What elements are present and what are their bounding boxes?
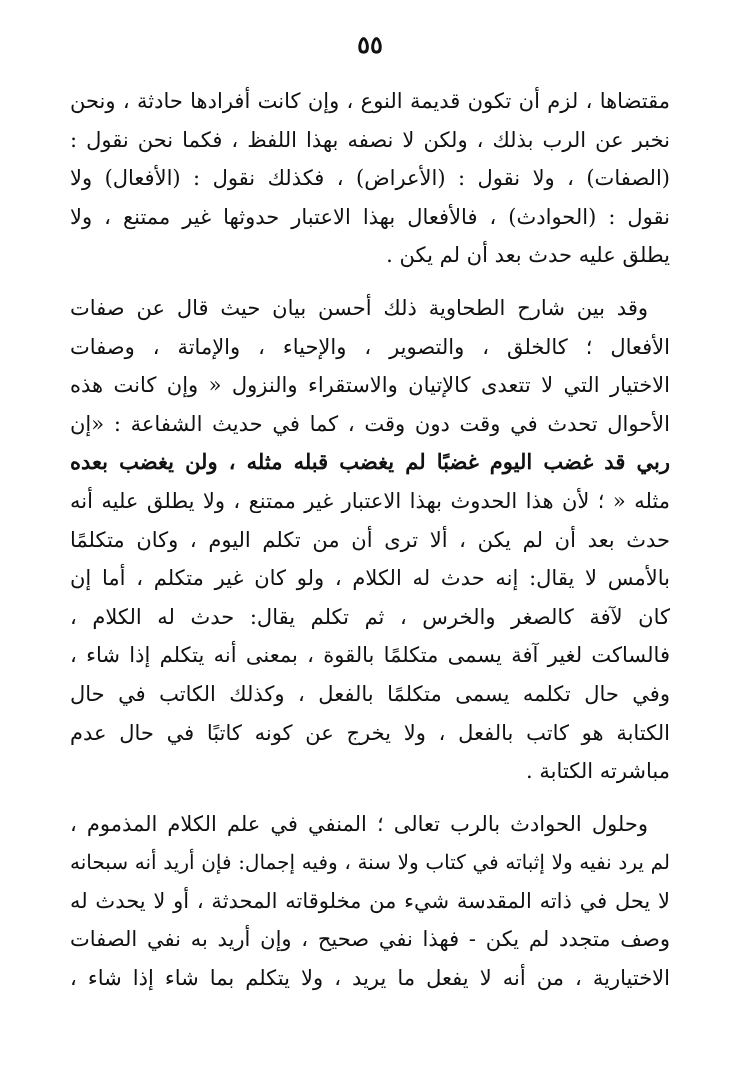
text-line: الأحوال تحدث في وقت دون وقت ، كما في حديث الشفاعة : «إن bbox=[70, 411, 670, 436]
text-line: مقتضاها ، لزم أن تكون قديمة النوع ، وإن كانت أفرادها حادثة ، ونحن bbox=[70, 89, 670, 113]
text-line: وقد بين شارح الطحاوية ذلك أحسن بيان حيث قال عن صفات bbox=[70, 295, 648, 320]
paragraph-1 bbox=[70, 82, 670, 275]
text-line: حدث بعد أن لم يكن ، ألا ترى أن من تكلم اليوم ، وكان متكلمًا bbox=[70, 527, 670, 552]
text-line: مباشرته الكتابة . bbox=[526, 759, 670, 784]
text-line: الاختيار التي لا تتعدى كالإتيان والاستقراء والنزول « وإن كانت هذه bbox=[70, 373, 670, 398]
text-line: الأفعال ؛ كالخلق ، والتصوير ، والإحياء ، والإماتة ، وصفات bbox=[70, 334, 670, 359]
text-line: مثله « ؛ لأن هذا الحدوث بهذا الاعتبار غير ممتنع ، ولا يطلق عليه أنه bbox=[70, 488, 670, 513]
text-line: لا يحل في ذاته المقدسة شيء من مخلوقاته المحدثة ، أو لا يحدث له bbox=[70, 888, 670, 913]
text-line: فالساكت لغير آفة يسمى متكلمًا بالقوة ، بمعنى أنه يتكلم إذا شاء ، bbox=[70, 643, 670, 668]
text-line: لم يرد نفيه ولا إثباته في كتاب ولا سنة ، وفيه إجمال: فإن أريد أنه سبحانه bbox=[70, 850, 670, 875]
text-line: نقول : (الحوادث) ، فالأفعال بهذا الاعتبار حدوثها غير ممتنع ، ولا bbox=[70, 204, 670, 229]
text-line: وحلول الحوادث بالرب تعالى ؛ المنفي في علم الكلام المذموم ، bbox=[70, 811, 648, 836]
document-page bbox=[70, 30, 670, 1036]
paragraph-2 bbox=[70, 289, 670, 791]
text-line: بالأمس لا يقال: إنه حدث له الكلام ، ولو كان غير متكلم ، أما إن bbox=[70, 566, 670, 591]
hadith-quote-line: ربي قد غضب اليوم غضبًا لم يغضب قبله مثله ، ولن يغضب بعده bbox=[70, 449, 670, 475]
text-line: وفي حال تكلمه يسمى متكلمًا بالفعل ، وكذلك الكاتب في حال bbox=[70, 681, 670, 706]
text-line: وصف متجدد لم يكن - فهذا نفي صحيح ، وإن أريد به نفي الصفات bbox=[70, 927, 670, 952]
text-line: كان لآفة كالصغر والخرس ، ثم تكلم يقال: حدث له الكلام ، bbox=[70, 604, 670, 629]
text-line: يطلق عليه حدث بعد أن لم يكن . bbox=[386, 243, 670, 268]
page-number: ٥٥ bbox=[357, 30, 383, 59]
text-line: نخبر عن الرب بذلك ، ولكن لا نصفه بهذا اللفظ ، فكما نحن نقول : bbox=[70, 127, 670, 152]
paragraph-3 bbox=[70, 805, 670, 998]
text-line: (الصفات) ، ولا نقول : (الأعراض) ، فكذلك نقول : (الأفعال) ولا bbox=[70, 166, 670, 191]
text-line: الاختيارية ، من أنه لا يفعل ما يريد ، ولا يتكلم بما شاء إذا شاء ، bbox=[70, 966, 670, 991]
text-line: الكتابة هو كاتب بالفعل ، ولا يخرج عن كونه كاتبًا في حال عدم bbox=[70, 720, 670, 745]
